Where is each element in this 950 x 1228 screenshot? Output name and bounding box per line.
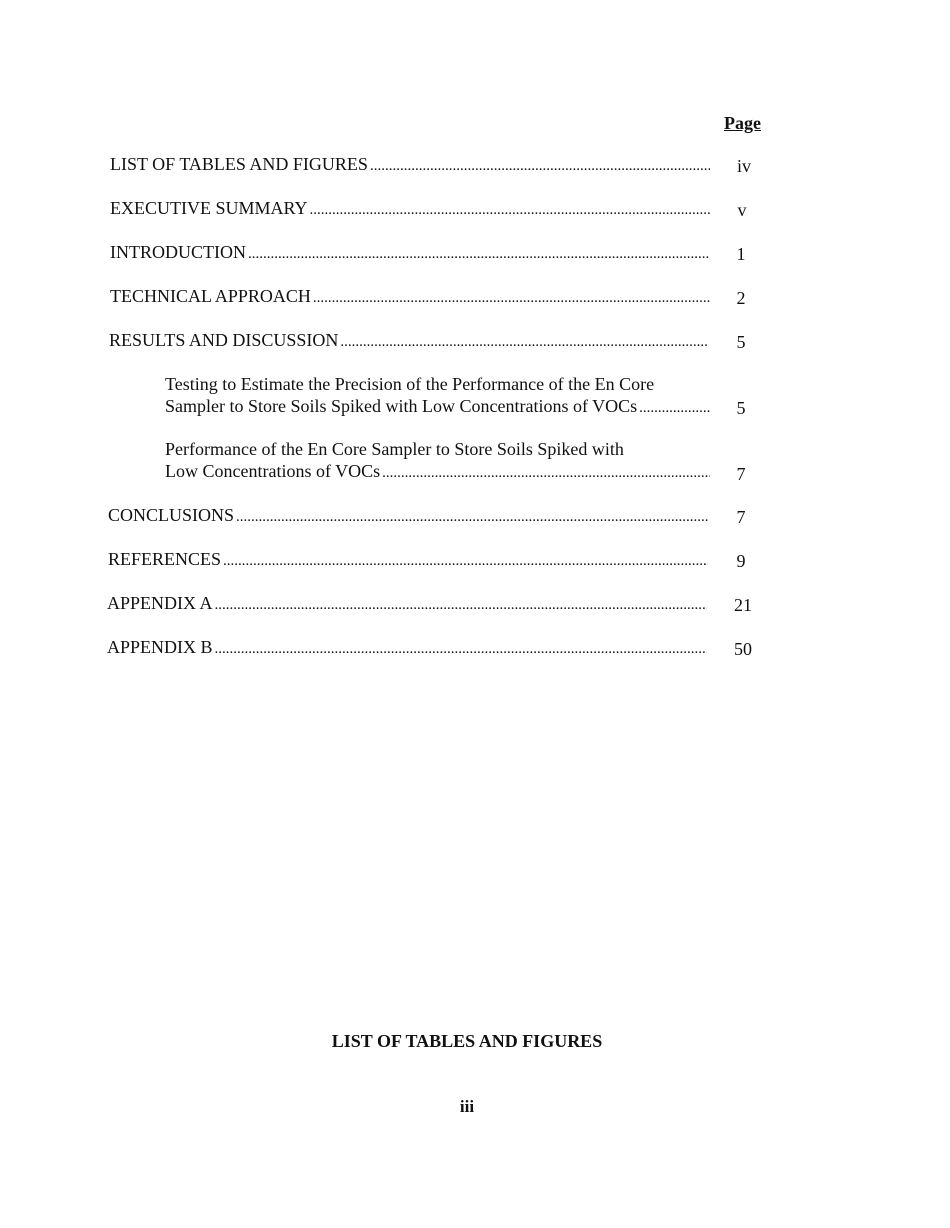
toc-entry-title: EXECUTIVE SUMMARY: [110, 198, 308, 218]
dot-leader: [370, 154, 710, 178]
toc-entry-references: [108, 547, 768, 571]
toc-entry-page: 50: [734, 639, 752, 659]
toc-entry-conclusions: [108, 503, 768, 527]
page-number: iii: [459, 1097, 475, 1116]
toc-entry-title: TECHNICAL APPROACH: [110, 286, 311, 306]
toc-entry-page: 21: [734, 595, 752, 615]
page-column-header: Page: [724, 113, 761, 133]
toc-entry-page: 7: [736, 507, 746, 527]
dot-leader: [215, 637, 707, 661]
toc-subentry-title-line2: Low Concentrations of VOCs: [165, 461, 381, 481]
toc-entry-title: INTRODUCTION: [110, 242, 246, 262]
toc-entry-page: 5: [736, 332, 746, 352]
toc-entry-page: iv: [736, 156, 751, 176]
toc-subentry-page: 5: [736, 398, 746, 418]
dot-leader: [310, 198, 710, 222]
dot-leader: [639, 397, 710, 419]
toc-entry-appendix-b: [107, 635, 767, 659]
dot-leader: [215, 593, 707, 617]
toc-entry-page: v: [737, 200, 747, 220]
dot-leader: [248, 242, 710, 266]
toc-entry-executive-summary: [110, 196, 770, 220]
toc-entry-title: LIST OF TABLES AND FIGURES: [110, 154, 368, 174]
dot-leader: [313, 286, 710, 310]
toc-entry-appendix-a: [107, 591, 767, 615]
toc-entry-technical-approach: [110, 284, 770, 308]
dot-leader: [382, 462, 710, 484]
toc-subentry-performance: [165, 438, 765, 486]
dot-leader: [340, 330, 709, 354]
toc-entry-results-and-discussion: [109, 328, 769, 352]
toc-entry-title: APPENDIX B: [107, 637, 213, 657]
toc-entry-title: RESULTS AND DISCUSSION: [109, 330, 339, 350]
toc-subentry-title-line2: Sampler to Store Soils Spiked with Low Concentrations of VOCs: [165, 396, 638, 416]
dot-leader: [223, 549, 708, 573]
toc-subentry-page: 7: [736, 464, 746, 484]
toc-subentry-precision-testing: [165, 373, 765, 421]
toc-entry-page: 9: [736, 551, 746, 571]
toc-entry-title: CONCLUSIONS: [108, 505, 235, 525]
dot-leader: [236, 505, 708, 529]
toc-entry-title: APPENDIX A: [107, 593, 213, 613]
toc-entry-list-of-tables: [110, 152, 770, 176]
toc-entry-page: 1: [736, 244, 746, 264]
toc-subentry-title-line1: Performance of the En Core Sampler to Store Soils Spiked with: [165, 439, 624, 459]
next-section-heading: LIST OF TABLES AND FIGURES: [331, 1031, 603, 1051]
toc-entry-introduction: [110, 240, 770, 264]
toc-entry-title: REFERENCES: [108, 549, 222, 569]
toc-subentry-title-line1: Testing to Estimate the Precision of the Performance of the En Core: [165, 374, 655, 394]
toc-entry-page: 2: [736, 288, 746, 308]
